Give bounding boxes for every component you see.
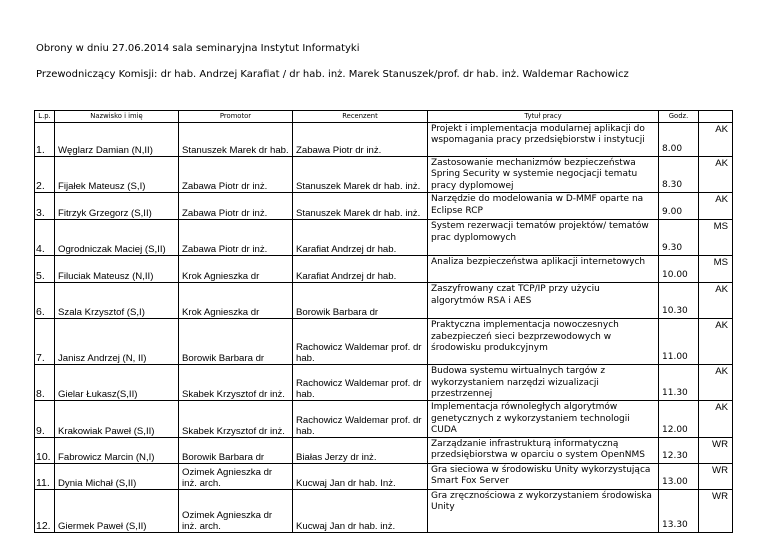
row-godz: 11.30 [659,365,699,401]
header-lp: L.p. [35,111,55,123]
row-promotor: Krok Agnieszka dr [179,283,293,319]
row-tytul: System rezerwacji tematów projektów/ tematów prac dyplomowych [428,220,659,256]
row-name: Węglarz Damian (N,II) [55,123,179,157]
table-row [35,283,733,319]
row-promotor: Borowik Barbara dr [179,319,293,365]
row-lp: 4. [35,220,55,256]
table-row [35,319,733,365]
row-godz: 13.00 [659,463,699,489]
row-tytul: Narzędzie do modelowania w D-MMF oparte na Eclipse RCP [428,193,659,220]
row-promotor: Borowik Barbara dr [179,437,293,463]
table-row [35,157,733,193]
row-recenzent: Białas Jerzy dr inż. [293,437,428,463]
row-name: Fijałek Mateusz (S,I) [55,157,179,193]
row-komisja: AK [699,283,733,319]
row-godz: 8.00 [659,123,699,157]
row-promotor: Ozimek Agnieszka dr inż. arch. [179,489,293,532]
row-komisja: AK [699,319,733,365]
row-lp: 8. [35,365,55,401]
row-komisja: AK [699,365,733,401]
row-recenzent: Rachowicz Waldemar prof. dr hab. [293,365,428,401]
row-tytul: Implementacja równoległych algorytmów genetycznych z wykorzystaniem technologii CUDA [428,401,659,437]
row-recenzent: Karafiat Andrzej dr hab. [293,256,428,283]
row-godz: 10.00 [659,256,699,283]
row-godz: 12.00 [659,401,699,437]
row-komisja: AK [699,123,733,157]
committee-chair-line: Przewodniczący Komisji: dr hab. Andrzej Karafiat / dr hab. inż. Marek Stanuszek/prof. dr hab. inż. Waldemar Rachowicz [36,69,629,80]
row-lp: 10. [35,437,55,463]
row-tytul: Praktyczna implementacja nowoczesnych zabezpieczeń sieci bezprzewodowych w środowisku produkcyjnym [428,319,659,365]
row-name: Gielar Łukasz(S,II) [55,365,179,401]
row-tytul: Gra sieciowa w środowisku Unity wykorzystująca Smart Fox Server [428,463,659,489]
row-name: Fitrzyk Grzegorz (S,II) [55,193,179,220]
table-row [35,437,733,463]
row-komisja: AK [699,193,733,220]
row-promotor: Zabawa Piotr dr inż. [179,220,293,256]
header-godz: Godz. [659,111,699,123]
row-komisja: AK [699,401,733,437]
row-name: Giermek Paweł (S,II) [55,489,179,532]
row-lp: 12. [35,489,55,532]
row-promotor: Zabawa Piotr dr inż. [179,157,293,193]
row-promotor: Stanuszek Marek dr hab. [179,123,293,157]
row-tytul: Zastosowanie mechanizmów bezpieczeństwa Spring Security w systemie negocjacji tematu pracy dyplomowej [428,157,659,193]
table-row [35,220,733,256]
row-lp: 7. [35,319,55,365]
row-godz: 11.00 [659,319,699,365]
row-godz: 13.30 [659,489,699,532]
row-recenzent: Kucwaj Jan dr hab. Inż. [293,463,428,489]
table-row [35,256,733,283]
row-komisja: AK [699,157,733,193]
row-lp: 11. [35,463,55,489]
row-name: Krakowiak Paweł (S,II) [55,401,179,437]
row-tytul: Analiza bezpieczeństwa aplikacji internetowych [428,256,659,283]
header-recenzent: Recenzent [293,111,428,123]
header-tytul: Tytuł pracy [428,111,659,123]
row-godz: 12.30 [659,437,699,463]
row-name: Szala Krzysztof (S,I) [55,283,179,319]
row-recenzent: Stanuszek Marek dr hab. inż. [293,157,428,193]
row-lp: 9. [35,401,55,437]
row-promotor: Krok Agnieszka dr [179,256,293,283]
row-lp: 3. [35,193,55,220]
row-komisja: MS [699,220,733,256]
row-godz: 9.30 [659,220,699,256]
defense-schedule-table [34,110,733,533]
row-komisja: WR [699,463,733,489]
table-row [35,193,733,220]
row-tytul: Gra zręcznościowa z wykorzystaniem środowiska Unity [428,489,659,532]
header-komisja [699,111,733,123]
document-title: Obrony w dniu 27.06.2014 sala seminaryjna Instytut Informatyki [36,43,360,54]
table-row [35,463,733,489]
table-row [35,123,733,157]
row-recenzent: Borowik Barbara dr [293,283,428,319]
row-godz: 10.30 [659,283,699,319]
row-lp: 2. [35,157,55,193]
row-komisja: WR [699,489,733,532]
row-komisja: WR [699,437,733,463]
row-tytul: Projekt i implementacja modularnej aplikacji do wspomagania pracy przedsiębiorstw i instytucji [428,123,659,157]
row-recenzent: Stanuszek Marek dr hab. inż. [293,193,428,220]
header-name: Nazwisko i imię [55,111,179,123]
row-recenzent: Zabawa Piotr dr inż. [293,123,428,157]
row-promotor: Ozimek Agnieszka dr inż. arch. [179,463,293,489]
table-row [35,489,733,532]
row-recenzent: Karafiat Andrzej dr hab. [293,220,428,256]
row-name: Dynia Michał (S,II) [55,463,179,489]
row-tytul: Zarządzanie infrastrukturą informatyczną przedsiębiorstwa w oparciu o system OpenNMS [428,437,659,463]
row-name: Filuciak Mateusz (N,II) [55,256,179,283]
table-row [35,401,733,437]
row-tytul: Budowa systemu wirtualnych targów z wykorzystaniem narzędzi wizualizacji przestrzennej [428,365,659,401]
header-promotor: Promotor [179,111,293,123]
row-name: Fabrowicz Marcin (N,I) [55,437,179,463]
row-recenzent: Kucwaj Jan dr hab. inż. [293,489,428,532]
row-promotor: Zabawa Piotr dr inż. [179,193,293,220]
table-row [35,365,733,401]
row-godz: 8.30 [659,157,699,193]
row-name: Janisz Andrzej (N, II) [55,319,179,365]
row-promotor: Skabek Krzysztof dr inż. [179,365,293,401]
row-tytul: Zaszyfrowany czat TCP/IP przy użyciu algorytmów RSA i AES [428,283,659,319]
row-recenzent: Rachowicz Waldemar prof. dr hab. [293,401,428,437]
row-name: Ogrodniczak Maciej (S,II) [55,220,179,256]
row-lp: 5. [35,256,55,283]
row-komisja: MS [699,256,733,283]
table-header-row [35,111,733,123]
row-lp: 1. [35,123,55,157]
row-godz: 9.00 [659,193,699,220]
row-recenzent: Rachowicz Waldemar prof. dr hab. [293,319,428,365]
row-lp: 6. [35,283,55,319]
row-promotor: Skabek Krzysztof dr inż. [179,401,293,437]
